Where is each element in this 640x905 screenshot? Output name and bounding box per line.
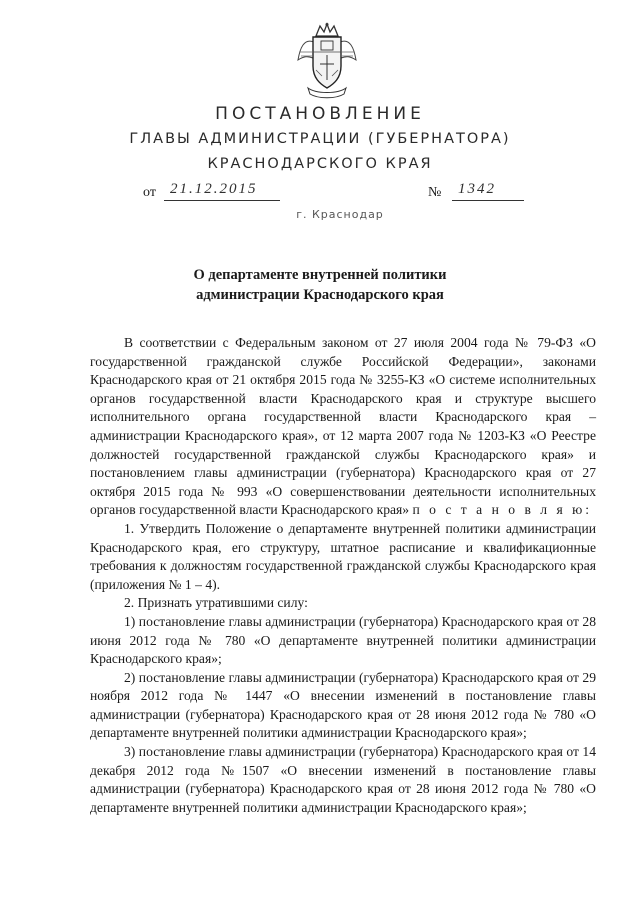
coat-of-arms-icon [296, 22, 358, 100]
date-underline [164, 200, 280, 201]
paragraph-2-item-1: 1) постановление главы администрации (губернатора) Краснодарского края от 28 июня 2012 года № 780 «О департаменте внутренней политики администрации Краснодарского края»; [90, 613, 596, 667]
document-title [0, 265, 640, 305]
preamble-text: В соответствии с Федеральным законом от 27 июля 2004 года № 79-ФЗ «О государственной гражданской службе Российской Федерации», законами Краснодарского края от 21 октября 2015 года № 3255-КЗ «О системе исполнительных органов государственной власти Краснодарского края и структуре высшего исполнительного органа государственной власти Краснодарского края – администрации Краснодарского края», от 12 марта 2007 года № 1203-КЗ «О Реестре должностей государственной гражданской службы Краснодарского края» и постановлением главы администрации (губернатора) Краснодарского края от 27 октября 2015 года № 993 «О совершенствовании деятельности исполнительных органов государственной власти Краснодарского края» [90, 335, 596, 518]
paragraph-2-item-3: 3) постановление главы администрации (губернатора) Краснодарского края от 14 декабря 2012 года №1507 «О внесении изменений в постановление главы администрации (губернатора) Краснодарского края от 28 июня 2012 года № 780 «О департаменте внутренней политики администрации Краснодарского края»; [90, 744, 596, 815]
document-body [90, 334, 596, 817]
paragraph-2-item-2: 2) постановление главы администрации (губернатора) Краснодарского края от 29 ноября 2012 года № 1447 «О внесении изменений в постановление главы администрации (губернатора) Краснодарского края от 28 июня 2012 года № 780 «О департаменте внутренней политики администрации Краснодарского края»; [90, 669, 596, 741]
city-label: г. Краснодар [296, 208, 384, 221]
document-title-line-1: О департаменте внутренней политики [193, 267, 447, 283]
document-date: 21.12.2015 [170, 181, 258, 197]
document-number: 1342 [458, 181, 496, 197]
preamble-paragraph [90, 334, 596, 520]
paragraph-1: 1. Утвердить Положение о департаменте внутренней политики администрации Краснодарского края, его структуру, штатное расписание и квалификационные требования к должностям государственной гражданской службы Краснодарского края (приложения № 1 – 4). [90, 520, 596, 592]
document-type-heading: ПОСТАНОВЛЕНИЕ [215, 104, 425, 124]
date-number-row [0, 181, 640, 206]
paragraph-2: 2. Признать утратившими силу: [124, 595, 308, 611]
number-underline [452, 200, 524, 201]
date-label: от [143, 185, 156, 200]
number-label: № [428, 185, 442, 200]
issuer-heading: ГЛАВЫ АДМИНИСТРАЦИИ (ГУБЕРНАТОРА) [129, 131, 511, 147]
preamble-verb: п о с т а н о в л я ю: [412, 502, 593, 518]
region-heading: КРАСНОДАРСКОГО КРАЯ [207, 156, 433, 172]
document-title-line-2: администрации Краснодарского края [196, 287, 444, 303]
